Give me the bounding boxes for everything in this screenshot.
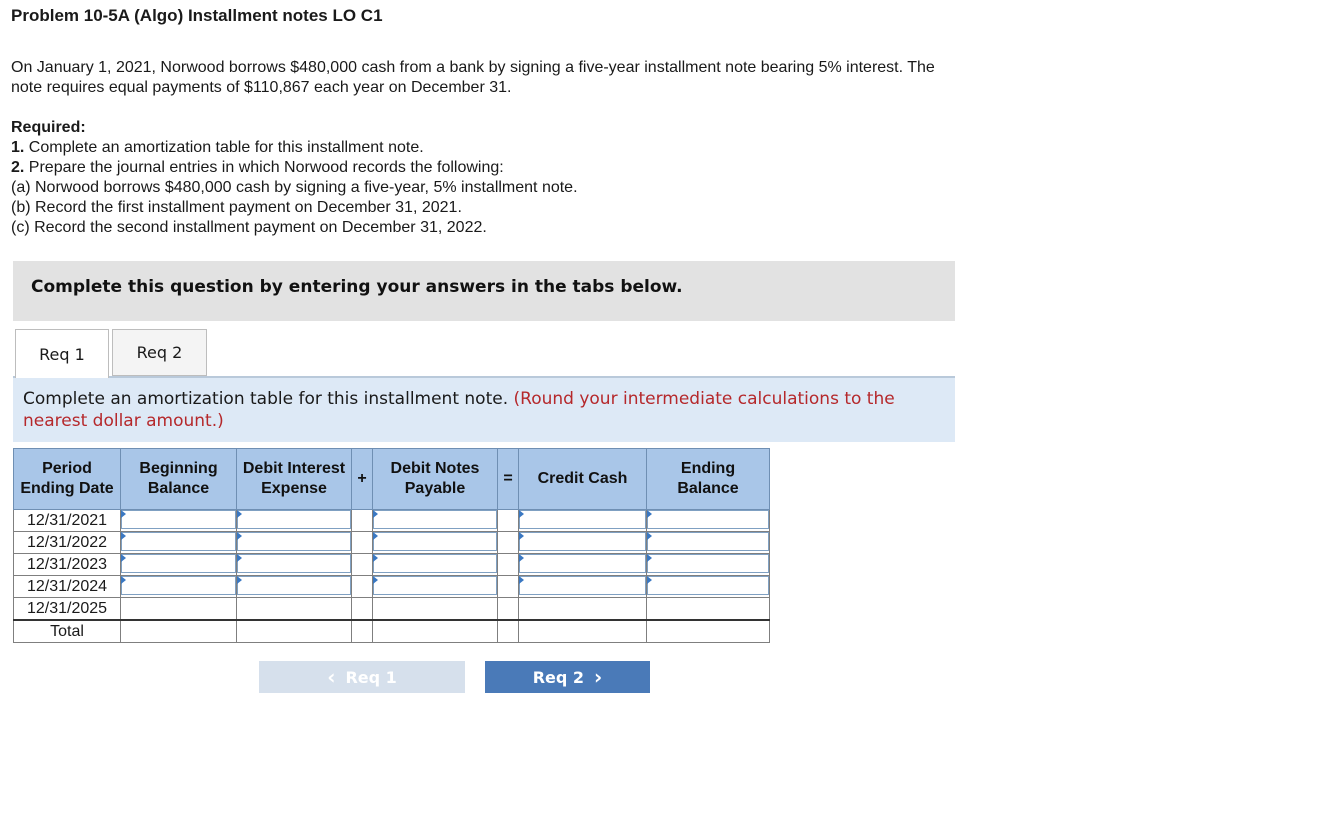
- row-date: 12/31/2021: [14, 510, 121, 532]
- amortization-table: [13, 448, 770, 643]
- problem-title: Problem 10-5A (Algo) Installment notes LO C1: [11, 6, 383, 25]
- beginning-balance-input[interactable]: [121, 532, 236, 551]
- required-label: Required:: [11, 119, 86, 136]
- notes-payable-cell: [373, 510, 498, 532]
- header-plus: +: [352, 449, 373, 510]
- beginning-balance-input[interactable]: [121, 576, 236, 595]
- notes-payable-input[interactable]: [373, 510, 497, 529]
- header-ending-balance: Ending Balance: [647, 449, 770, 510]
- interest-expense-input[interactable]: [237, 554, 351, 573]
- header-equals: =: [498, 449, 519, 510]
- row-date: 12/31/2022: [14, 532, 121, 554]
- ending-balance-input[interactable]: [647, 554, 769, 573]
- instructions-banner: [13, 261, 955, 321]
- next-req-label: Req 2: [532, 667, 585, 687]
- table-row: [14, 576, 770, 598]
- header-interest-expense: Debit Interest Expense: [237, 449, 352, 510]
- interest-expense-cell: [237, 510, 352, 532]
- prev-req-button[interactable]: [259, 661, 465, 693]
- requirement-item-b: (b) Record the first installment payment on December 31, 2021.: [11, 199, 462, 216]
- beginning-balance-input[interactable]: [121, 554, 236, 573]
- requirement-2: 2. Prepare the journal entries in which Norwood records the following:: [11, 159, 504, 176]
- row-date: 12/31/2025: [14, 598, 121, 621]
- ending-balance-cell: [647, 510, 770, 532]
- header-period: Period Ending Date: [14, 449, 121, 510]
- tab-req-1[interactable]: Req 1: [15, 329, 109, 378]
- banner-text: Complete this question by entering your answers in the tabs below.: [31, 277, 683, 297]
- tab-req-2[interactable]: Req 2: [112, 329, 207, 376]
- rounding-note: (Round your intermediate calculations to the nearest dollar amount.): [23, 389, 895, 431]
- requirement-1: 1. Complete an amortization table for this installment note.: [11, 139, 424, 156]
- total-row: [14, 620, 770, 643]
- requirements: [11, 118, 578, 238]
- requirement-item-a: (a) Norwood borrows $480,000 cash by signing a five-year, 5% installment note.: [11, 179, 578, 196]
- tab-instruction: [13, 376, 955, 442]
- header-credit-cash: Credit Cash: [519, 449, 647, 510]
- credit-cash-input[interactable]: [519, 532, 646, 551]
- notes-payable-input[interactable]: [373, 554, 497, 573]
- table-row: [14, 510, 770, 532]
- chevron-left-icon: ‹: [327, 665, 336, 689]
- ending-balance-input[interactable]: [647, 576, 769, 595]
- row-date: 12/31/2024: [14, 576, 121, 598]
- header-beginning-balance: Beginning Balance: [121, 449, 237, 510]
- credit-cash-cell: [519, 510, 647, 532]
- credit-cash-input[interactable]: [519, 510, 646, 529]
- table-row: [14, 598, 770, 621]
- chevron-right-icon: ›: [594, 665, 603, 689]
- instruction-text: Complete an amortization table for this installment note.: [23, 389, 514, 409]
- credit-cash-input[interactable]: [519, 576, 646, 595]
- table-header-row: [14, 449, 770, 510]
- beginning-balance-input[interactable]: [121, 510, 236, 529]
- total-label: Total: [14, 620, 121, 643]
- interest-expense-input[interactable]: [237, 576, 351, 595]
- next-req-button[interactable]: [485, 661, 650, 693]
- requirement-item-c: (c) Record the second installment payment on December 31, 2022.: [11, 219, 487, 236]
- ending-balance-input[interactable]: [647, 510, 769, 529]
- notes-payable-input[interactable]: [373, 532, 497, 551]
- credit-cash-input[interactable]: [519, 554, 646, 573]
- ending-balance-input[interactable]: [647, 532, 769, 551]
- interest-expense-input[interactable]: [237, 532, 351, 551]
- header-notes-payable: Debit Notes Payable: [373, 449, 498, 510]
- notes-payable-input[interactable]: [373, 576, 497, 595]
- table-row: [14, 554, 770, 576]
- amortization-table-container: [13, 448, 770, 643]
- problem-intro: On January 1, 2021, Norwood borrows $480,000 cash from a bank by signing a five-year installment note bearing 5% interest. The note requires equal payments of $110,867 each year on December 31.: [11, 59, 935, 96]
- prev-req-label: Req 1: [345, 667, 397, 687]
- interest-expense-input[interactable]: [237, 510, 351, 529]
- table-row: [14, 532, 770, 554]
- beginning-balance-cell: [121, 510, 237, 532]
- row-date: 12/31/2023: [14, 554, 121, 576]
